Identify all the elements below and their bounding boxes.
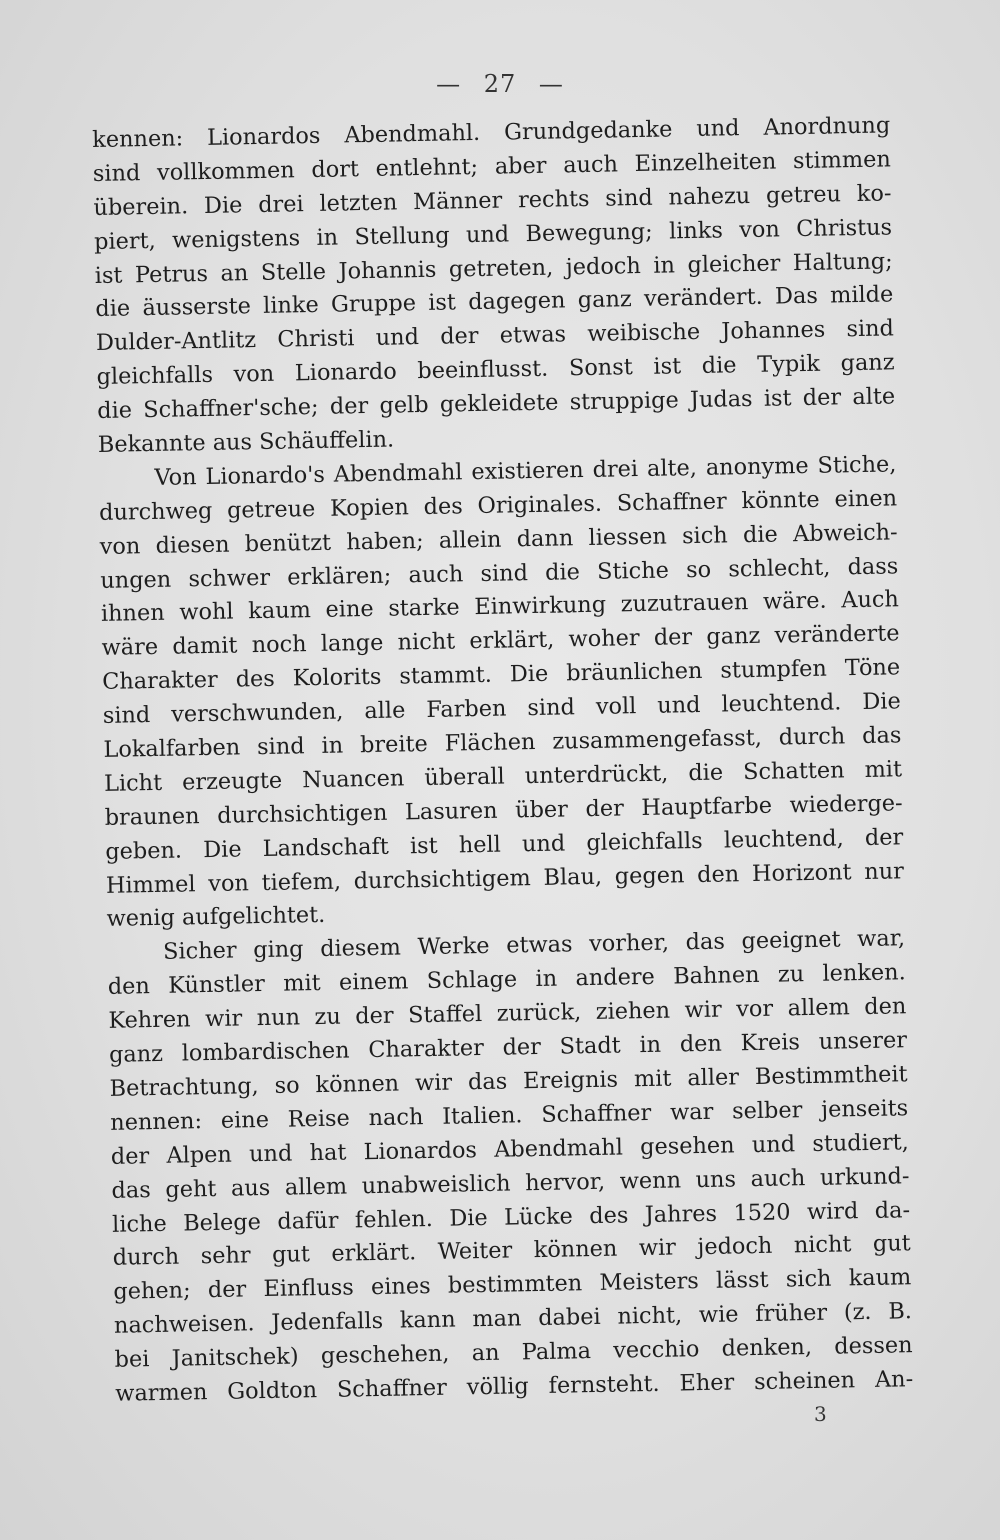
text-line: Charakter des Kolorits stammt. Die bräunlichen stumpfen Töne	[101, 654, 901, 696]
page-number: 27	[483, 70, 517, 98]
paragraph	[92, 109, 896, 462]
signature-mark: 3	[814, 1402, 827, 1426]
text-line: ist Petrus an Stelle Johannis getreten, jedoch in gleicher Haltung;	[94, 247, 893, 289]
body-text	[92, 109, 913, 1411]
text-line: kennen: Lionardos Abendmahl. Grundgedanke und Anordnung	[92, 112, 891, 153]
text-line: ganz lombardischen Charakter der Stadt in den Kreis unserer	[108, 1027, 908, 1068]
text-line: nachweisen. Jedenfalls kann man dabei nicht, wie früher (z. B.	[113, 1298, 913, 1339]
header-dash-left: —	[436, 70, 462, 98]
text-line: Kehren wir nun zu der Staffel zurück, ziehen wir vor allem den	[108, 993, 907, 1035]
text-line: braunen durchsichtigen Lasuren über der Hauptfarbe wiederge-	[104, 790, 903, 831]
text-line: Licht erzeugte Nuancen überall unterdrückt, die Schatten mit	[103, 756, 903, 797]
text-line: piert, wenigstens in Stellung und Bewegung; links von Christus	[93, 214, 893, 255]
text-line: Betrachtung, so können wir das Ereignis mit aller Bestimmtheit	[109, 1061, 908, 1102]
text-line: der Alpen und hat Lionardos Abendmahl gesehen und studiert,	[110, 1128, 910, 1170]
text-line: durch sehr gut erklärt. Weiter können wir jedoch nicht gut	[112, 1230, 911, 1272]
text-line: Himmel von tiefem, durchsichtigem Blau, gegen den Horizont nur	[105, 857, 905, 899]
header-dash-right: —	[538, 70, 564, 98]
text-line: die äusserste linke Gruppe ist dagegen ganz verändert. Das milde	[95, 281, 894, 323]
text-line: warmen Goldton Schaffner völlig fernsteht. Eher scheinen An-	[115, 1366, 914, 1407]
text-line: sind vollkommen dort entlehnt; aber auch Einzelheiten stimmen	[92, 146, 892, 187]
text-line: gleichfalls von Lionardo beeinflusst. Sonst ist die Typik ganz	[96, 349, 895, 391]
paragraph	[98, 448, 905, 937]
paragraph	[107, 923, 914, 1412]
text-line: bei Janitschek) geschehen, an Palma vecchio denken, dessen	[114, 1332, 913, 1373]
text-line: durchweg getreue Kopien des Originales. Schaffner könnte einen	[98, 485, 898, 526]
text-line: den Künstler mit einem Schlage in andere Bahnen zu lenken.	[107, 959, 906, 1001]
text-line: geben. Die Landschaft ist hell und gleichfalls leuchtend, der	[105, 823, 904, 865]
text-line: liche Belege dafür fehlen. Die Lücke des Jahres 1520 wird da-	[111, 1196, 911, 1238]
page-header	[0, 70, 1000, 98]
text-line: das geht aus allem unabweislich hervor, wenn uns auch urkund-	[111, 1162, 910, 1204]
text-line: Sicher ging diesem Werke etwas vorher, das geeignet war,	[162, 925, 906, 966]
text-line: von diesen benützt haben; allein dann liessen sich die Abweich-	[99, 518, 898, 560]
text-line: ungen schwer erklären; auch sind die Stiche so schlecht, dass	[100, 552, 899, 594]
text-line: Lokalfarben sind in breite Flächen zusammengefasst, durch das	[103, 722, 902, 763]
text-line: wenig aufgelichtet.	[106, 902, 326, 933]
text-line: überein. Die drei letzten Männer rechts sind nahezu getreu ko-	[93, 180, 892, 221]
text-line: Bekannte aus Schäuffelin.	[97, 426, 395, 458]
text-line: ihnen wohl kaum eine starke Einwirkung zuzutrauen wäre. Auch	[100, 586, 900, 628]
text-line: Von Lionardo's Abendmahl existieren drei alte, anonyme Stiche,	[154, 451, 897, 491]
text-line: Dulder-Antlitz Christi und der etwas weibische Johannes sind	[95, 315, 895, 357]
text-line: wäre damit noch lange nicht erklärt, woher der ganz veränderte	[101, 620, 900, 662]
text-line: die Schaffner'sche; der gelb gekleidete struppige Judas ist der alte	[97, 383, 896, 425]
text-line: nennen: eine Reise nach Italien. Schaffner war selber jenseits	[110, 1095, 909, 1136]
text-line: sind verschwunden, alle Farben sind voll und leuchtend. Die	[102, 688, 901, 730]
text-line: gehen; der Einfluss eines bestimmten Meisters lässt sich kaum	[113, 1264, 912, 1306]
